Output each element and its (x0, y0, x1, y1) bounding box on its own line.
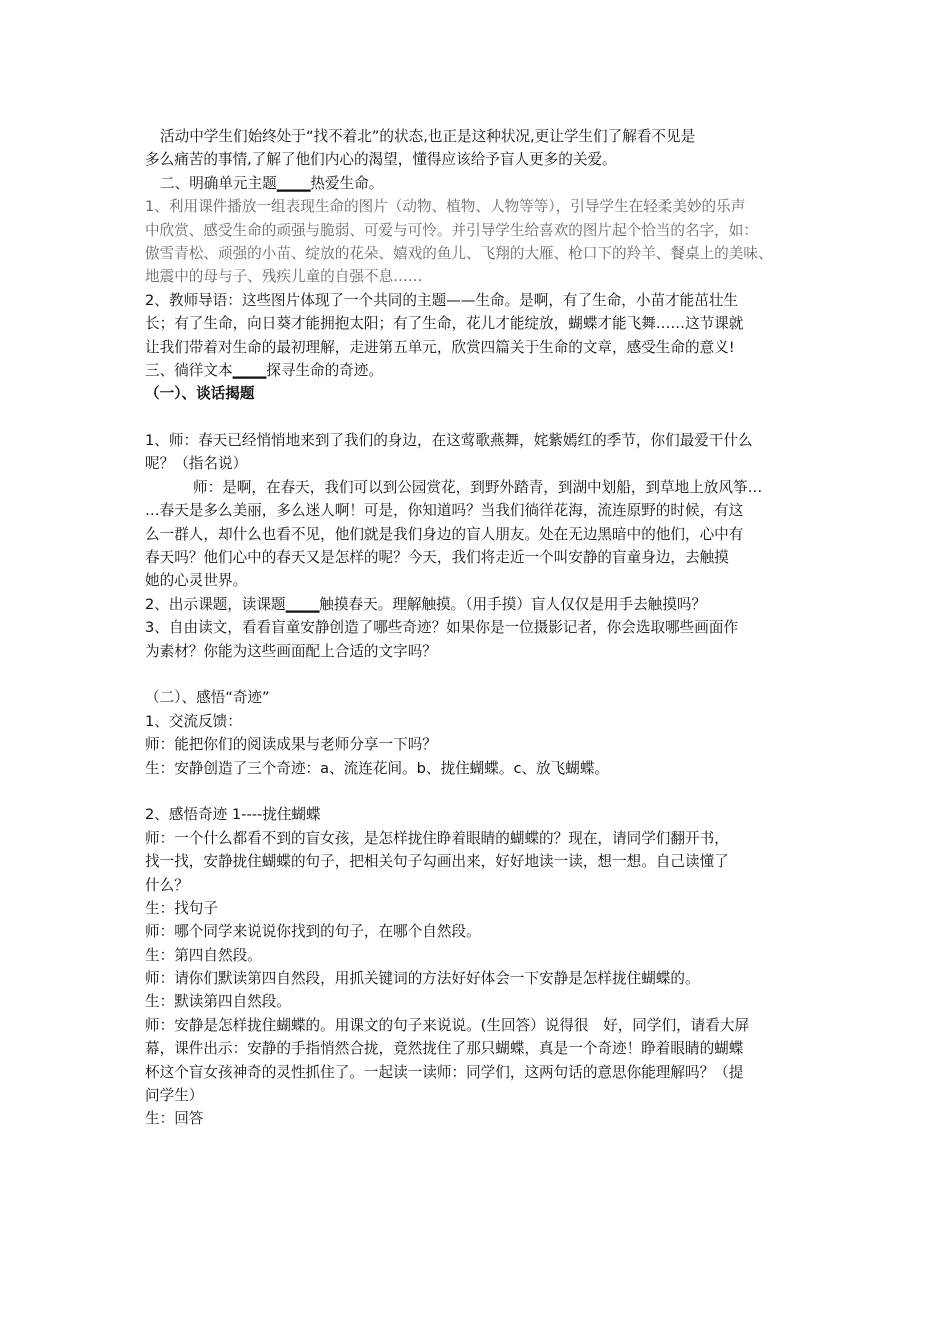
section-heading: 二、明确单元主题▁▁▁热爱生命。 (160, 174, 384, 192)
paragraph-line: 1、师：春天已经悄悄地来到了我们的身边，在这莺歌燕舞，姹紫嫣红的季节，你们最爱干什么 (145, 432, 753, 450)
paragraph-line: 生：安静创造了三个奇迹：a、流连花间。b、拢住蝴蝶。c、放飞蝴蝶。 (145, 759, 610, 777)
paragraph-line: 师：能把你们的阅读成果与老师分享一下吗？ (145, 736, 437, 754)
paragraph-line: 1、交流反馈： (145, 712, 242, 730)
paragraph-line: 2、感悟奇迹 1----拢住蝴蝶 (145, 806, 321, 824)
blank-line (145, 780, 815, 803)
paragraph-line: 她的心灵世界。 (145, 572, 248, 590)
paragraph-line: 为素材？你能为这些画面配上合适的文字吗？ (145, 642, 437, 660)
blank-line (145, 663, 815, 686)
paragraph-line: 师：是啊，在春天，我们可以到公园赏花，到野外踏青，到湖中划船，到草地上放风筝… (193, 478, 763, 496)
paragraph-line: 师：安静是怎样拢住蝴蝶的。用课文的句子来说说。(生回答）说得很 好，同学们，请看大屏 (145, 1016, 750, 1034)
paragraph-line: 让我们带着对生命的最初理解，走进第五单元，欣赏四篇关于生命的文章，感受生命的意义! (145, 338, 735, 356)
paragraph-line: 幕，课件出示：安静的手指悄然合拢，竟然拢住了那只蝴蝶，真是一个奇迹！睁着眼睛的蝴蝶 (145, 1040, 744, 1058)
paragraph-line: 师：哪个同学来说说你找到的句子，在哪个自然段。 (145, 923, 481, 941)
paragraph-line: 师：请你们默读第四自然段，用抓关键词的方法好好体会一下安静是怎样拢住蝴蝶的。 (145, 970, 700, 988)
paragraph-line: 问学生） (145, 1087, 204, 1105)
paragraph-line: 2、教师导语：这些图片体现了一个共同的主题——生命。是啊，有了生命，小苗才能茁壮生 (145, 291, 739, 309)
paragraph-line: 生：默读第四自然段。 (145, 993, 291, 1011)
subsection-heading: （一）、谈话揭题 (145, 385, 255, 403)
paragraph-line: 地震中的母与子、残疾儿童的自强不息…… (145, 268, 423, 286)
paragraph-line: 中欣赏、感受生命的顽强与脆弱、可爱与可怜。并引导学生给喜欢的图片起个恰当的名字，如： (145, 221, 758, 239)
paragraph-line: 么一群人，却什么也看不见，他们就是我们身边的盲人朋友。处在无边黑暗中的他们，心中有 (145, 525, 744, 543)
paragraph-line: 春天吗？他们心中的春天又是怎样的呢？今天，我们将走近一个叫安静的盲童身边，去触摸 (145, 549, 729, 567)
paragraph-line: 生：回答 (145, 1110, 204, 1128)
blank-line (145, 406, 815, 429)
paragraph-line: 傲雪青松、顽强的小苗、绽放的花朵、嬉戏的鱼儿、飞翔的大雁、枪口下的羚羊、餐桌上的美味、 (145, 244, 773, 262)
paragraph-line: 呢？（指名说） (145, 455, 248, 473)
paragraph-line: 生：找句子 (145, 899, 218, 917)
paragraph-line: 找一找，安静拢住蝴蝶的句子，把相关句子勾画出来，好好地读一读，想一想。自己读懂了 (145, 853, 729, 871)
paragraph-line: …春天是多么美丽，多么迷人啊！可是，你知道吗？当我们徜徉花海，流连原野的时候，有这 (145, 502, 744, 520)
subsection-heading: （二）、感悟“奇迹” (145, 689, 270, 707)
paragraph-line: 师：一个什么都看不到的盲女孩，是怎样拢住睁着眼睛的蝴蝶的？现在，请同学们翻开书， (145, 829, 729, 847)
paragraph-line: 杯这个盲女孩神奇的灵性抓住了。一起读一读师：同学们，这两句话的意思你能理解吗？（提 (145, 1063, 744, 1081)
paragraph-line: 多么痛苦的事情,了解了他们内心的渴望，懂得应该给予盲人更多的关爱。 (145, 151, 617, 169)
paragraph-line: 什么？ (145, 876, 189, 894)
paragraph-line: 2、出示课题，读课题▁▁▁触摸春天。理解触摸。（用手摸）盲人仅仅是用手去触摸吗？ (145, 595, 707, 613)
paragraph-line: 1、利用课件播放一组表现生命的图片（动物、植物、人物等等），引导学生在轻柔美妙的乐声 (145, 198, 746, 216)
paragraph-line: 3、自由读文，看看盲童安静创造了哪些奇迹？如果你是一位摄影记者，你会选取哪些画面作 (145, 619, 739, 637)
paragraph-line: 生：第四自然段。 (145, 946, 262, 964)
paragraph-line: 长；有了生命，向日葵才能拥抱太阳；有了生命，花儿才能绽放，蝴蝶才能飞舞……这节课就 (145, 315, 744, 333)
paragraph-line: 活动中学生们始终处于“找不着北”的状态,也正是这种状况,更让学生们了解看不见是 (160, 128, 696, 145)
document-page (145, 125, 815, 1131)
section-heading: 三、徜徉文本▁▁▁探寻生命的奇迹。 (145, 361, 383, 379)
